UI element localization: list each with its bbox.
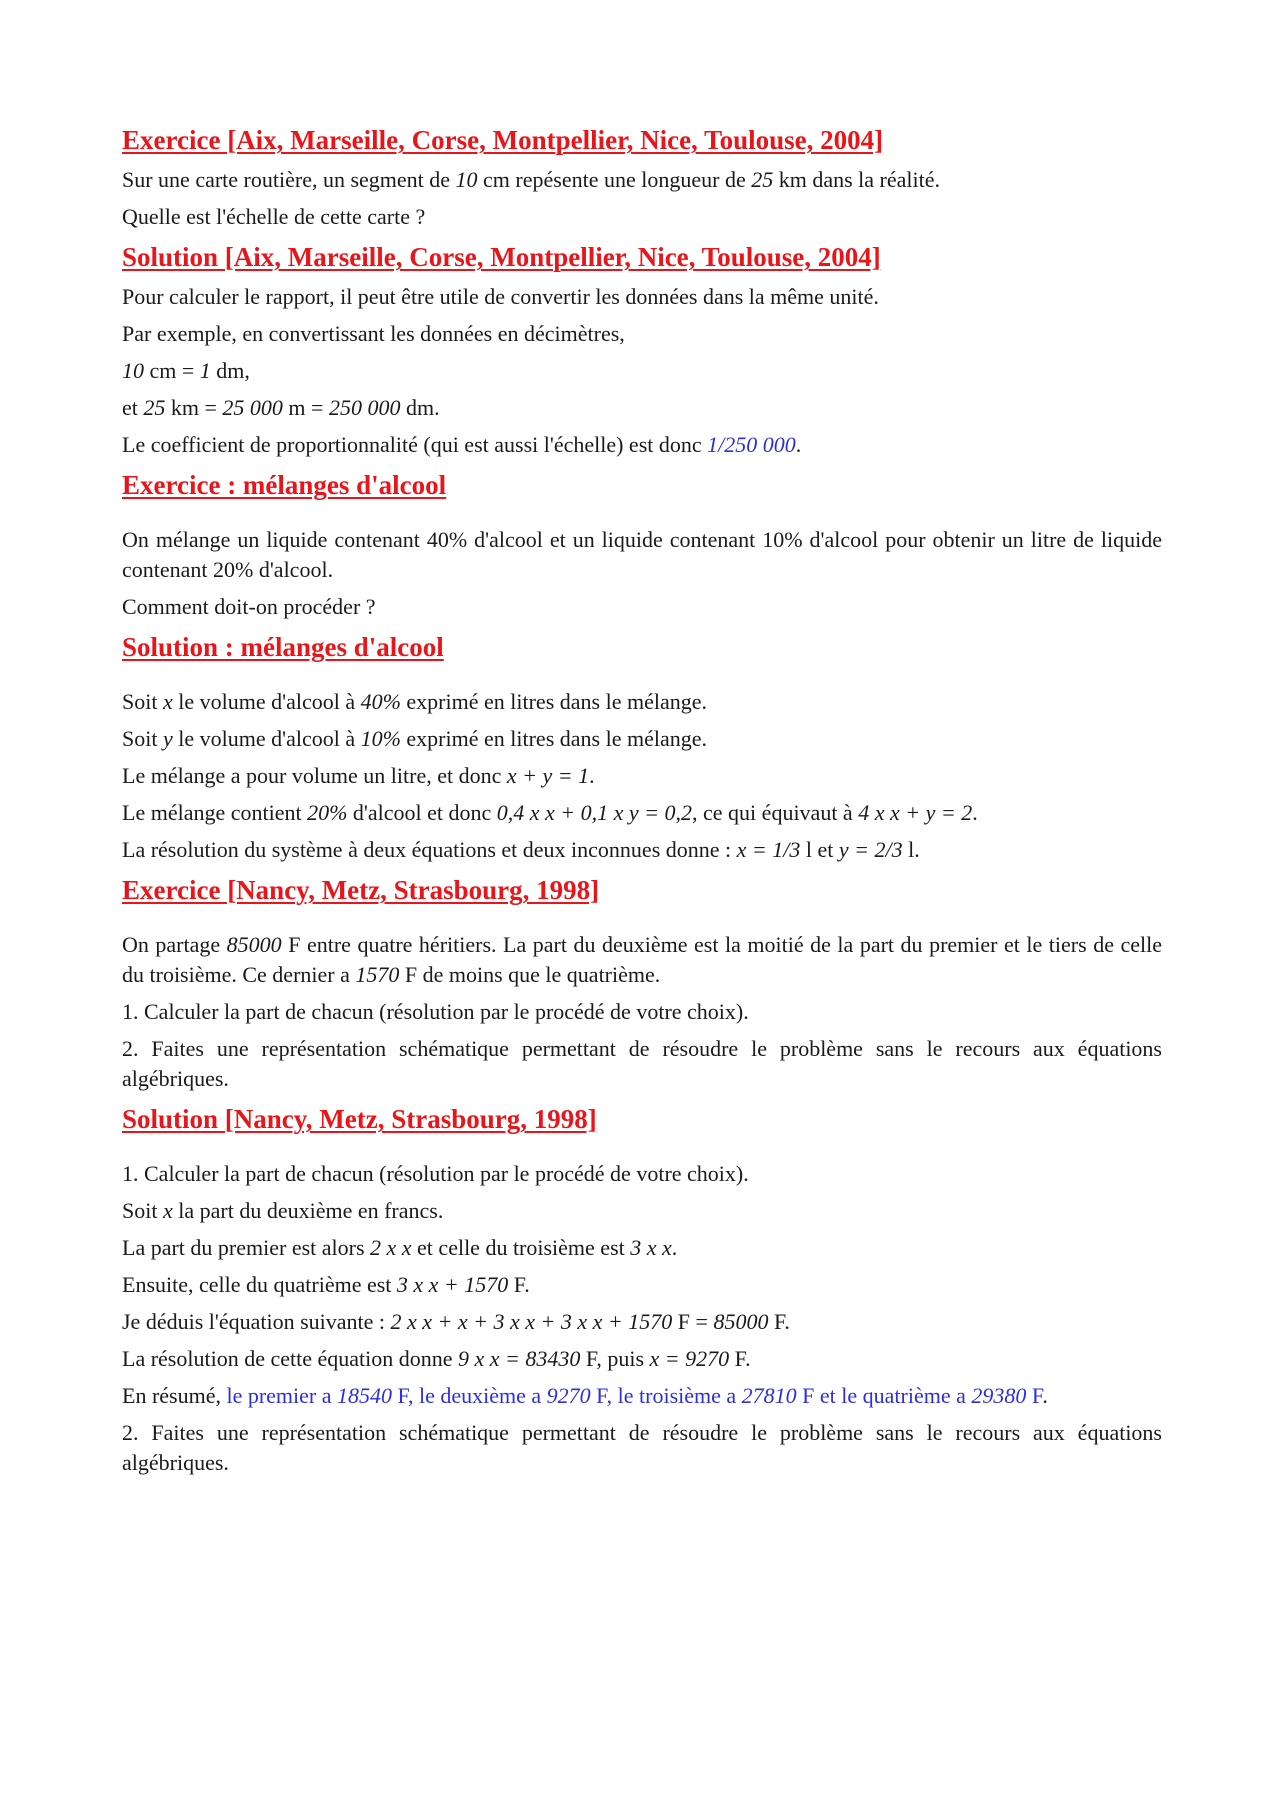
- solution-2-line-2: Soit y le volume d'alcool à 10% exprimé en litres dans le mélange.: [122, 726, 707, 751]
- exercise-1-line-1: Sur une carte routière, un segment de 10 cm repésente une longueur de 25 km dans la réalité.: [122, 167, 940, 192]
- solution-2-line-3: Le mélange a pour volume un litre, et donc x + y = 1.: [122, 763, 595, 788]
- solution-3-line-8: 2. Faites une représentation schématique permettant de résoudre le problème sans le recours aux équations algébriques.: [122, 1420, 1162, 1475]
- solution-1-heading: Solution [Aix, Marseille, Corse, Montpellier, Nice, Toulouse, 2004]: [122, 242, 881, 272]
- solution-2-line-4: Le mélange contient 20% d'alcool et donc 0,4 x x + 0,1 x y = 0,2, ce qui équivaut à 4 x x + y = 2.: [122, 800, 978, 825]
- solution-3-line-4: Ensuite, celle du quatrième est 3 x x + 1570 F.: [122, 1272, 530, 1297]
- exercise-1-heading: Exercice [Aix, Marseille, Corse, Montpellier, Nice, Toulouse, 2004]: [122, 125, 884, 155]
- solution-1-line-1: Pour calculer le rapport, il peut être utile de convertir les données dans la même unité.: [122, 284, 879, 309]
- exercise-1-question: Quelle est l'échelle de cette carte ?: [122, 204, 426, 229]
- solution-2-line-1: Soit x le volume d'alcool à 40% exprimé en litres dans le mélange.: [122, 689, 707, 714]
- solution-3-heading: Solution [Nancy, Metz, Strasbourg, 1998]: [122, 1104, 597, 1134]
- solution-3-line-2: Soit x la part du deuxième en francs.: [122, 1198, 444, 1223]
- exercise-3-question-2: 2. Faites une représentation schématique permettant de résoudre le problème sans le recours aux équations algébriques.: [122, 1036, 1162, 1091]
- solution-2-line-5: La résolution du système à deux équations et deux inconnues donne : x = 1/3 l et y = 2/3 l.: [122, 837, 920, 862]
- solution-1-line-4: et 25 km = 25 000 m = 250 000 dm.: [122, 395, 440, 420]
- solution-2-heading: Solution : mélanges d'alcool: [122, 632, 444, 662]
- exercise-3-line-1: On partage 85000 F entre quatre héritiers. La part du deuxième est la moitié de la part du premier et le tiers de celle du troisième. Ce dernier a 1570 F de moins que le quatrième.: [122, 932, 1162, 987]
- solution-3-line-3: La part du premier est alors 2 x x et celle du troisième est 3 x x.: [122, 1235, 678, 1260]
- exercise-3-heading: Exercice [Nancy, Metz, Strasbourg, 1998]: [122, 875, 600, 905]
- solution-3-summary: En résumé, le premier a 18540 F, le deuxième a 9270 F, le troisième a 27810 F et le quatrième a 29380 F.: [122, 1383, 1048, 1408]
- solution-3-line-6: La résolution de cette équation donne 9 x x = 83430 F, puis x = 9270 F.: [122, 1346, 751, 1371]
- solution-1-line-2: Par exemple, en convertissant les données en décimètres,: [122, 321, 625, 346]
- document-page: [122, 122, 1162, 1478]
- exercise-2-line-1: On mélange un liquide contenant 40% d'alcool et un liquide contenant 10% d'alcool pour obtenir un litre de liquide contenant 20% d'alcool.: [122, 527, 1162, 582]
- exercise-2-heading: Exercice : mélanges d'alcool: [122, 470, 447, 500]
- exercise-2-question: Comment doit-on procéder ?: [122, 594, 376, 619]
- exercise-3-question-1: 1. Calculer la part de chacun (résolution par le procédé de votre choix).: [122, 999, 749, 1024]
- solution-1-line-3: 10 cm = 1 dm,: [122, 358, 250, 383]
- solution-3-line-1: 1. Calculer la part de chacun (résolution par le procédé de votre choix).: [122, 1161, 749, 1186]
- solution-3-line-5: Je déduis l'équation suivante : 2 x x + x + 3 x x + 3 x x + 1570 F = 85000 F.: [122, 1309, 790, 1334]
- solution-1-line-5: Le coefficient de proportionnalité (qui est aussi l'échelle) est donc 1/250 000.: [122, 432, 802, 457]
